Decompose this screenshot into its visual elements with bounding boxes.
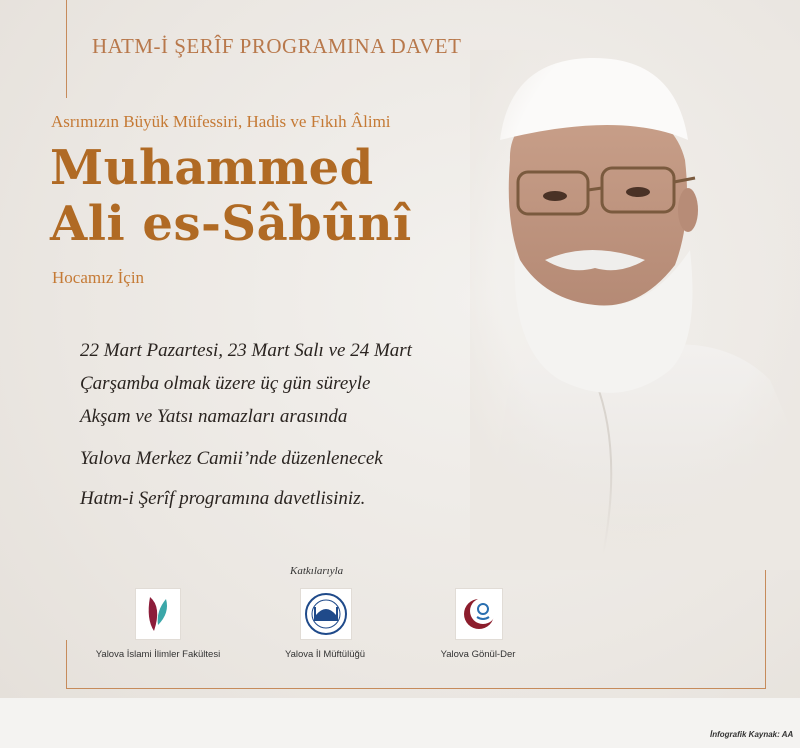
crescent-logo-icon: [456, 589, 502, 639]
frame-line-top-left: [66, 0, 67, 98]
source-credit: İnfografik Kaynak: AA: [710, 730, 794, 739]
sponsor-name: Yalova Gönül-Der: [440, 649, 516, 660]
leaf-logo-icon: [136, 589, 180, 639]
hero-subtitle: Asrımızın Büyük Müfessiri, Hadis ve Fıkıh Âlimi: [51, 112, 391, 131]
hero-name-line2: Ali es-Sâbûnî: [50, 196, 412, 252]
frame-line-bottom-right: [765, 560, 766, 689]
sponsors-label: Katkılarıyla: [290, 565, 344, 577]
portrait-illustration: [470, 50, 800, 570]
sponsor-logo-mufti: [300, 588, 352, 640]
sponsor-logo-faculty: [135, 588, 181, 640]
hero-honorific: Hocamız İçin: [52, 268, 145, 287]
detail-line: Çarşamba olmak üzere üç gün süreyle: [80, 373, 371, 394]
frame-line-bottom: [66, 688, 766, 689]
hero-name-line1: Muhammed: [50, 140, 374, 196]
frame-line-bottom-left: [66, 640, 67, 688]
mosque-seal-icon: [301, 589, 351, 639]
detail-line: Akşam ve Yatsı namazları arasında: [80, 406, 348, 427]
sponsor-logo-gonulder: [455, 588, 503, 640]
sponsor-name: Yalova İl Müftülüğü: [284, 649, 366, 660]
detail-line: 22 Mart Pazartesi, 23 Mart Salı ve 24 Mart: [80, 340, 412, 361]
sponsor-name: Yalova İslami İlimler Fakültesi: [95, 649, 221, 660]
header-title: HATM-İ ŞERÎF PROGRAMINA DAVET: [92, 34, 462, 58]
detail-line: Yalova Merkez Camii’nde düzenlenecek: [80, 448, 383, 469]
bottom-strip: [0, 698, 800, 748]
detail-line: Hatm-i Şerîf programına davetlisiniz.: [80, 488, 366, 509]
